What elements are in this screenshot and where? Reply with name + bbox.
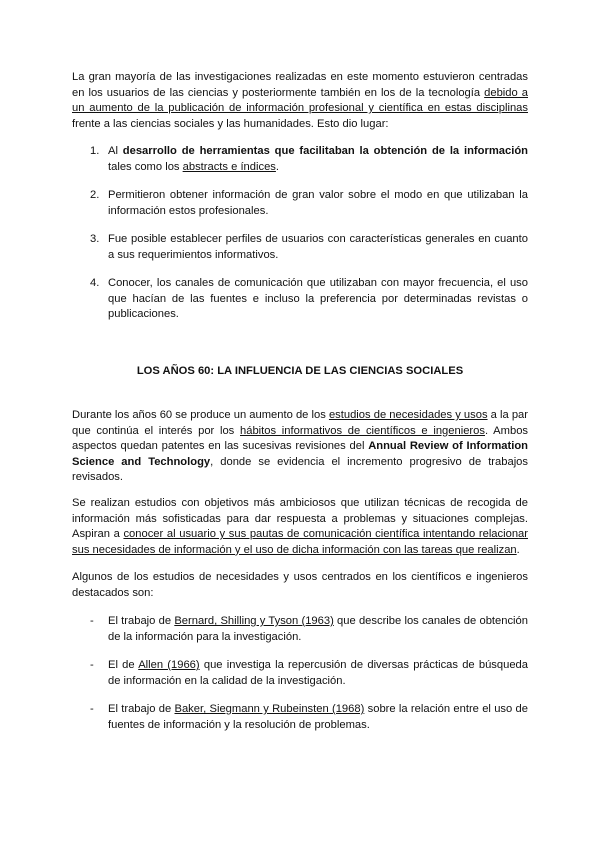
list-item-text: . [275,160,280,173]
reference-link[interactable]: Bernard, Shilling y Tyson (1963) [174,615,334,627]
numbered-list [90,232,528,263]
paragraph-text: . [516,543,520,556]
list-item-text: Permitieron obtener información de gran valor sobre el modo en que utilizaban la información estos profesionales. [108,189,528,217]
bullet-list [90,614,528,645]
list-item [90,702,528,733]
intro-text: La gran mayoría de las investigaciones realizadas en este momento estuvieron centradas en los usuarios de las ciencias y posteriormente también en los de la tecnología [72,71,528,99]
numbered-list [90,188,528,219]
list-item [90,232,528,263]
list-number: 3. [90,233,100,245]
list-item-text: tales como los [108,160,183,173]
list-number: 1. [90,145,100,157]
numbered-list [90,276,528,323]
list-item [90,614,528,645]
abstracts-link[interactable]: abstracts e índices [182,160,276,173]
paragraph-text: a la par que continúa el interés por los [72,409,529,437]
list-item-text: Al [108,145,123,157]
bold-phrase: desarrollo de herramientas que facilitaban la obtención de la información [122,145,529,157]
list-item-text: que describe los canales de obtención de la información para la investigación. [108,615,528,643]
list-item-text: El trabajo de [108,615,175,627]
bullet-list [90,702,528,733]
paragraph-text: Durante los años 60 se produce un aumento de los [72,409,329,421]
paragraph-text: , donde se evidencia el incremento progresivo de trabajos revisados. [72,455,528,484]
paragraph-2 [72,496,528,558]
dash-bullet: - [90,703,94,715]
dash-bullet: - [90,659,94,671]
paragraph-text: . Ambos aspectos quedan patentes en las sucesivas revisiones del [72,424,529,453]
intro-text-end: frente a las ciencias sociales y las humanidades. Esto dio lugar: [72,117,389,130]
list-item [90,188,528,219]
list-item-text: sobre la relación entre el uso de fuentes de información y la resolución de problemas. [108,703,528,731]
paragraph-text: Se realizan estudios con objetivos más ambiciosos que utilizan técnicas de recogida de información más sofisticadas para dar respuesta a problemas y situaciones complejas. Aspiran a [72,497,528,541]
list-number: 2. [90,189,100,201]
section-heading: LOS AÑOS 60: LA INFLUENCIA DE LAS CIENCIAS SOCIALES [136,365,464,377]
paragraph-3: Algunos de los estudios de necesidades y usos centrados en los científicos e ingenieros destacados son: [72,571,528,599]
journal-title: Annual Review of Information Science and Technology [72,440,528,468]
list-item [90,658,528,689]
underlined-phrase: estudios de necesidades y usos [328,409,488,421]
underlined-phrase: hábitos informativos de científicos e ingenieros [240,424,485,437]
list-item [90,276,528,323]
list-item [90,144,528,175]
list-number: 4. [90,277,100,289]
list-item-text: El trabajo de [108,703,175,715]
paragraph-1 [72,408,528,486]
reference-link[interactable]: Allen (1966) [138,659,200,671]
reference-link[interactable]: Baker, Siegmann y Rubeinsten (1968) [174,703,365,715]
list-item-text: Fue posible establecer perfiles de usuarios con características generales en cuanto a sus requerimientos informativos. [108,233,528,261]
underlined-phrase: conocer al usuario y sus pautas de comunicación científica intentando relacionar sus necesidades de información y el uso de dicha información con las tareas que realizan [72,528,528,556]
list-item-text: El de [108,659,139,671]
list-item-text: Conocer, los canales de comunicación que utilizaban con mayor frecuencia, el uso que hacían de las fuentes e incluso la preferencia por determinadas revistas o publicaciones. [108,277,528,321]
list-item-text: que investiga la repercusión de diversas prácticas de búsqueda de información en la calidad de la investigación. [108,659,528,687]
dash-bullet: - [90,615,94,627]
bullet-list [90,658,528,689]
intro-paragraph [72,70,528,132]
numbered-list [90,144,528,175]
intro-underlined: debido a un aumento de la publicación de información profesional y científica en estas disciplinas [72,86,528,115]
